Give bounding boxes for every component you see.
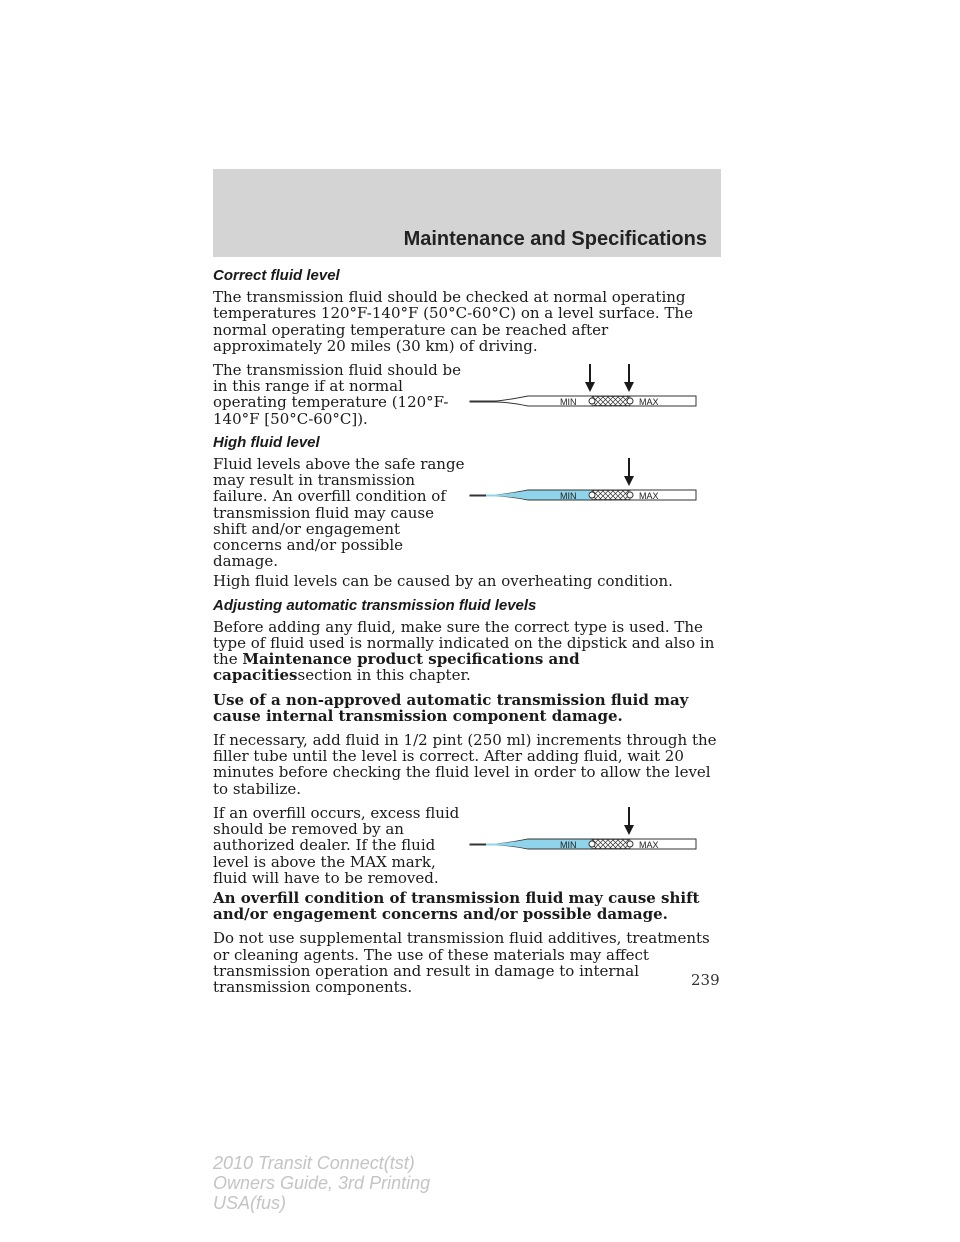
- page-number: 239: [691, 971, 720, 989]
- heading-correct-fluid-level: Correct fluid level: [213, 267, 340, 284]
- min-label: MIN: [560, 397, 577, 408]
- section-title: Maintenance and Specifications: [403, 228, 707, 250]
- dipstick-correct-figure: [468, 362, 721, 420]
- warning-overfill: An overfill condition of transmission fluid may cause shift and/or engagement concerns and/or possible damage.: [213, 888, 700, 924]
- header-band: [213, 169, 721, 257]
- page-content: [213, 268, 721, 1003]
- dipstick-high-icon: [468, 456, 721, 514]
- dipstick-overfill-figure: [468, 805, 721, 863]
- min-label: MIN: [560, 491, 577, 502]
- paragraph-check-temperature: The transmission fluid should be checked at normal operating temperatures 120°F-140°F (50°C-60°C) on a level surface. The normal operating temperature can be reached after approximately 20 miles (30 km) of driving.: [213, 288, 693, 355]
- footer-line-market: USA(fus): [213, 1193, 287, 1213]
- high-level-row: [213, 456, 721, 569]
- dipstick-correct-icon: [468, 362, 721, 420]
- correct-level-row: [213, 362, 721, 427]
- heading-high-fluid-level: High fluid level: [213, 433, 320, 451]
- overfill-row: [213, 805, 721, 886]
- paragraph-overheating: High fluid levels can be caused by an overheating condition.: [213, 572, 673, 591]
- paragraph-no-additives: Do not use supplemental transmission fluid additives, treatments or cleaning agents. The use of these materials may affect transmission operation and result in damage to internal transmission components.: [213, 929, 710, 996]
- warning-non-approved-fluid: Use of a non-approved automatic transmission fluid may cause internal transmission component damage.: [213, 690, 689, 725]
- footer-line-model: 2010 Transit Connect(tst): [213, 1153, 415, 1173]
- footer: [213, 1153, 430, 1213]
- footer-line-guide: Owners Guide, 3rd Printing: [213, 1173, 431, 1193]
- paragraph-add-fluid: If necessary, add fluid in 1/2 pint (250 ml) increments through the filler tube until the level is correct. After adding fluid, wait 20 minutes before checking the fluid level in order to allow the level to stabilize.: [213, 731, 717, 798]
- paragraph-overfill-removal: If an overfill occurs, excess fluid should be removed by an authorized dealer. If the fluid level is above the MAX mark, fluid will have to be removed.: [213, 803, 460, 887]
- heading-adjusting-levels: Adjusting automatic transmission fluid levels: [213, 596, 537, 614]
- paragraph-correct-type: Before adding any fluid, make sure the correct type is used. The type of fluid used is normally indicated on the dipstick and also in the Maintenance product specifications and capacitiessection in this chapter.: [213, 617, 715, 685]
- paragraph-normal-range: The transmission fluid should be in this range if at normal operating temperature (120°F-140°F [50°C-60°C]).: [213, 361, 462, 428]
- dipstick-overfill-icon: [468, 805, 721, 863]
- min-label: MIN: [560, 839, 577, 850]
- paragraph-above-safe-range: Fluid levels above the safe range may result in transmission failure. An overfill condition of transmission fluid may cause shift and/or engagement concerns and/or possible damage.: [213, 455, 465, 571]
- max-label: MAX: [639, 397, 659, 408]
- max-label: MAX: [639, 839, 659, 850]
- max-label: MAX: [639, 491, 659, 502]
- dipstick-high-figure: [468, 456, 721, 514]
